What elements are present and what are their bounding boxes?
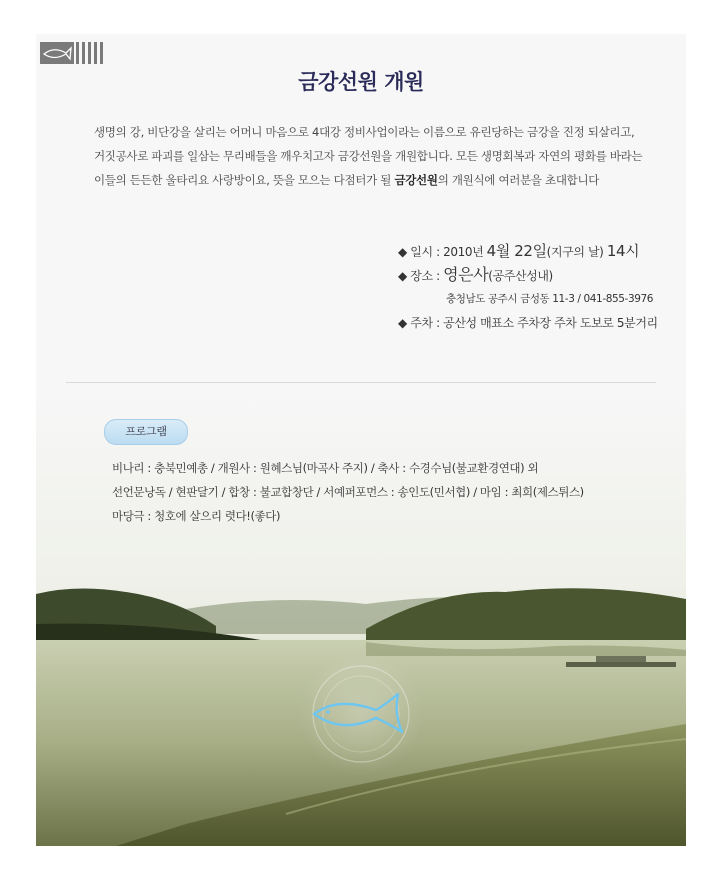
- page-title: 금강선원 개원: [298, 70, 424, 94]
- place-name: 영은사: [443, 265, 489, 284]
- date-note: (지구의 날): [546, 245, 607, 259]
- fish-icon: [308, 690, 408, 736]
- invitation-card: [36, 34, 686, 846]
- program-line: 비나리 : 충북민예총 / 개원사 : 원혜스님(마곡사 주지) / 축사 : 수경수님(불교환경연대) 외: [112, 461, 539, 475]
- event-details: [398, 240, 683, 335]
- program-line: 선언문낭독 / 현판달기 / 합창 : 불교합창단 / 서예퍼포먼스 : 송인도(민서협) / 마임 : 최희(제스튀스): [112, 485, 584, 499]
- fish-logo-icon: [40, 42, 112, 64]
- date-label: 일시 :: [410, 245, 444, 259]
- parking-row: [398, 312, 683, 335]
- date-month: 4월: [486, 242, 515, 260]
- intro-text-segment: 이들의 든든한 울타리요 사랑방이요, 뜻을 모으는 다점터가 될: [94, 173, 395, 187]
- date-day: 22일: [514, 242, 547, 260]
- date-row: [398, 240, 683, 263]
- intro-line: 거짓공사로 파괴를 일삼는 무리배들을 깨우치고자 금강선원을 개원합니다. 모든 생명회복과 자연의 평화를 바라는: [94, 149, 643, 163]
- parking-text: 공산성 매표소 주차장 주차 도보로 5분거리: [443, 316, 658, 330]
- program-line: 마당극 : 청호에 살으리 렷다!(좋다): [112, 509, 281, 523]
- date-hour: 14시: [606, 242, 640, 260]
- address-text: 충청남도 공주시 금성동 11-3 / 041-855-3976: [446, 293, 654, 305]
- program-badge: 프로그램: [104, 419, 188, 445]
- bullet-icon: ◆: [398, 316, 407, 330]
- place-label: 장소 :: [410, 269, 444, 283]
- intro-line: 생명의 강, 비단강을 살리는 어머니 마음으로 4대강 정비사업이라는 이름으로 유린당하는 금강을 진정 되살리고,: [94, 125, 635, 139]
- bullet-icon: ◆: [398, 269, 407, 283]
- date-year: 2010년: [443, 245, 487, 259]
- intro-text: [94, 120, 674, 192]
- intro-line: [94, 168, 674, 192]
- place-note: (공주산성내): [488, 269, 553, 283]
- divider: [66, 382, 656, 383]
- program-list: [112, 456, 672, 528]
- intro-text-segment: 의 개원식에 여러분을 초대합니다: [437, 173, 600, 187]
- parking-label: 주차 :: [410, 316, 444, 330]
- bullet-icon: ◆: [398, 245, 407, 259]
- intro-highlight: 금강선원: [394, 173, 438, 187]
- place-row: [398, 263, 683, 286]
